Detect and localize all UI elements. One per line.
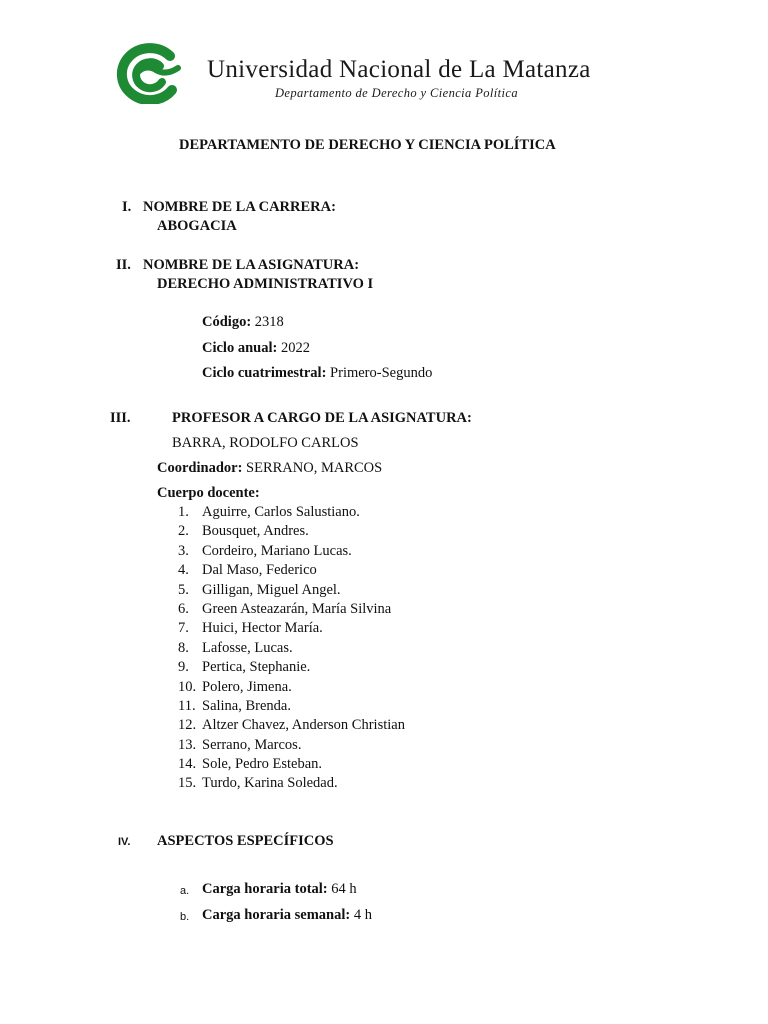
- field-annual-cycle: [202, 340, 310, 357]
- list-item: [178, 716, 405, 735]
- list-item-name: Serrano, Marcos.: [202, 736, 302, 753]
- career-name: ABOGACIA: [157, 218, 237, 234]
- list-item: [178, 561, 405, 580]
- list-item: [178, 542, 405, 561]
- list-item-name: Sole, Pedro Esteban.: [202, 756, 323, 773]
- list-item: [178, 619, 405, 638]
- item-a-letter: a.: [180, 885, 190, 897]
- list-item-name: Dal Maso, Federico: [202, 562, 317, 579]
- list-item-number: 4.: [178, 562, 189, 579]
- field-annual-cycle-value: 2022: [280, 340, 310, 356]
- list-item: [178, 522, 405, 541]
- list-item-name: Cordeiro, Mariano Lucas.: [202, 542, 352, 559]
- list-item-number: 6.: [178, 600, 189, 617]
- section-2-numeral: II.: [116, 257, 131, 273]
- list-item: [178, 581, 405, 600]
- professor-name: BARRA, RODOLFO CARLOS: [172, 435, 359, 451]
- section-2-heading: NOMBRE DE LA ASIGNATURA:: [143, 257, 360, 273]
- list-item-number: 13.: [178, 736, 197, 753]
- list-item-name: Pertica, Stephanie.: [202, 659, 311, 676]
- list-item-number: 5.: [178, 581, 189, 598]
- coordinator-name: SERRANO, MARCOS: [246, 460, 383, 476]
- section-3-numeral: III.: [110, 410, 131, 426]
- list-item: [178, 678, 405, 697]
- page-title: DEPARTAMENTO DE DERECHO Y CIENCIA POLÍTICA: [179, 137, 556, 153]
- list-item-number: 11.: [178, 697, 196, 714]
- list-item-name: Green Asteazarán, María Silvina: [202, 600, 392, 617]
- item-b-letter: b.: [180, 911, 190, 923]
- list-item: [178, 755, 405, 774]
- section-3-heading: PROFESOR A CARGO DE LA ASIGNATURA:: [172, 410, 472, 426]
- list-item-number: 3.: [178, 542, 189, 559]
- list-item: [178, 658, 405, 677]
- list-item-number: 14.: [178, 756, 197, 773]
- list-item-name: Salina, Brenda.: [202, 697, 291, 714]
- field-semester-cycle: [202, 365, 432, 382]
- department-subtitle: Departamento de Derecho y Ciencia Política: [275, 86, 519, 100]
- list-item-name: Huici, Hector María.: [202, 620, 323, 637]
- list-item-number: 15.: [178, 775, 197, 792]
- weekly-hours-value: 4 h: [353, 907, 372, 923]
- section-1-heading: NOMBRE DE LA CARRERA:: [143, 199, 336, 215]
- university-logo: [108, 42, 184, 104]
- section-4-heading: ASPECTOS ESPECÍFICOS: [157, 833, 334, 849]
- field-semester-cycle-value: Primero-Segundo: [330, 365, 433, 381]
- section-4-numeral: IV.: [118, 836, 131, 848]
- staff-label: Cuerpo docente:: [157, 485, 260, 501]
- weekly-hours: [202, 907, 372, 924]
- field-semester-cycle-label: Ciclo cuatrimestral:: [202, 365, 327, 381]
- list-item-number: 2.: [178, 523, 189, 540]
- list-item-name: Aguirre, Carlos Salustiano.: [202, 504, 360, 520]
- staff-list: [178, 503, 405, 794]
- list-item-name: Lafosse, Lucas.: [202, 639, 293, 656]
- list-item-number: 8.: [178, 639, 189, 656]
- list-item-name: Altzer Chavez, Anderson Christian: [202, 717, 405, 734]
- field-annual-cycle-label: Ciclo anual:: [202, 340, 278, 356]
- total-hours-label: Carga horaria total:: [202, 881, 328, 897]
- university-name: Universidad Nacional de La Matanza: [207, 56, 591, 83]
- field-code-label: Código:: [202, 314, 252, 330]
- list-item: [178, 639, 405, 658]
- coordinator: [157, 460, 382, 477]
- list-item: [178, 600, 405, 619]
- field-code: [202, 314, 284, 331]
- section-1-numeral: I.: [122, 199, 132, 215]
- list-item: [178, 503, 405, 522]
- list-item-name: Bousquet, Andres.: [202, 523, 309, 540]
- list-item: [178, 774, 405, 793]
- total-hours: [202, 881, 357, 898]
- subject-name: DERECHO ADMINISTRATIVO I: [157, 276, 374, 292]
- list-item: [178, 736, 405, 755]
- total-hours-value: 64 h: [331, 881, 357, 897]
- list-item-name: Polero, Jimena.: [202, 678, 292, 695]
- weekly-hours-label: Carga horaria semanal:: [202, 907, 351, 923]
- coordinator-label: Coordinador:: [157, 460, 243, 476]
- list-item-number: 7.: [178, 620, 189, 637]
- list-item-number: 10.: [178, 678, 197, 695]
- list-item-number: 12.: [178, 717, 197, 734]
- list-item-number: 1.: [178, 504, 189, 520]
- field-code-value: 2318: [254, 314, 284, 330]
- list-item-name: Gilligan, Miguel Angel.: [202, 581, 341, 598]
- list-item-name: Turdo, Karina Soledad.: [202, 775, 338, 792]
- list-item: [178, 697, 405, 716]
- list-item-number: 9.: [178, 659, 189, 676]
